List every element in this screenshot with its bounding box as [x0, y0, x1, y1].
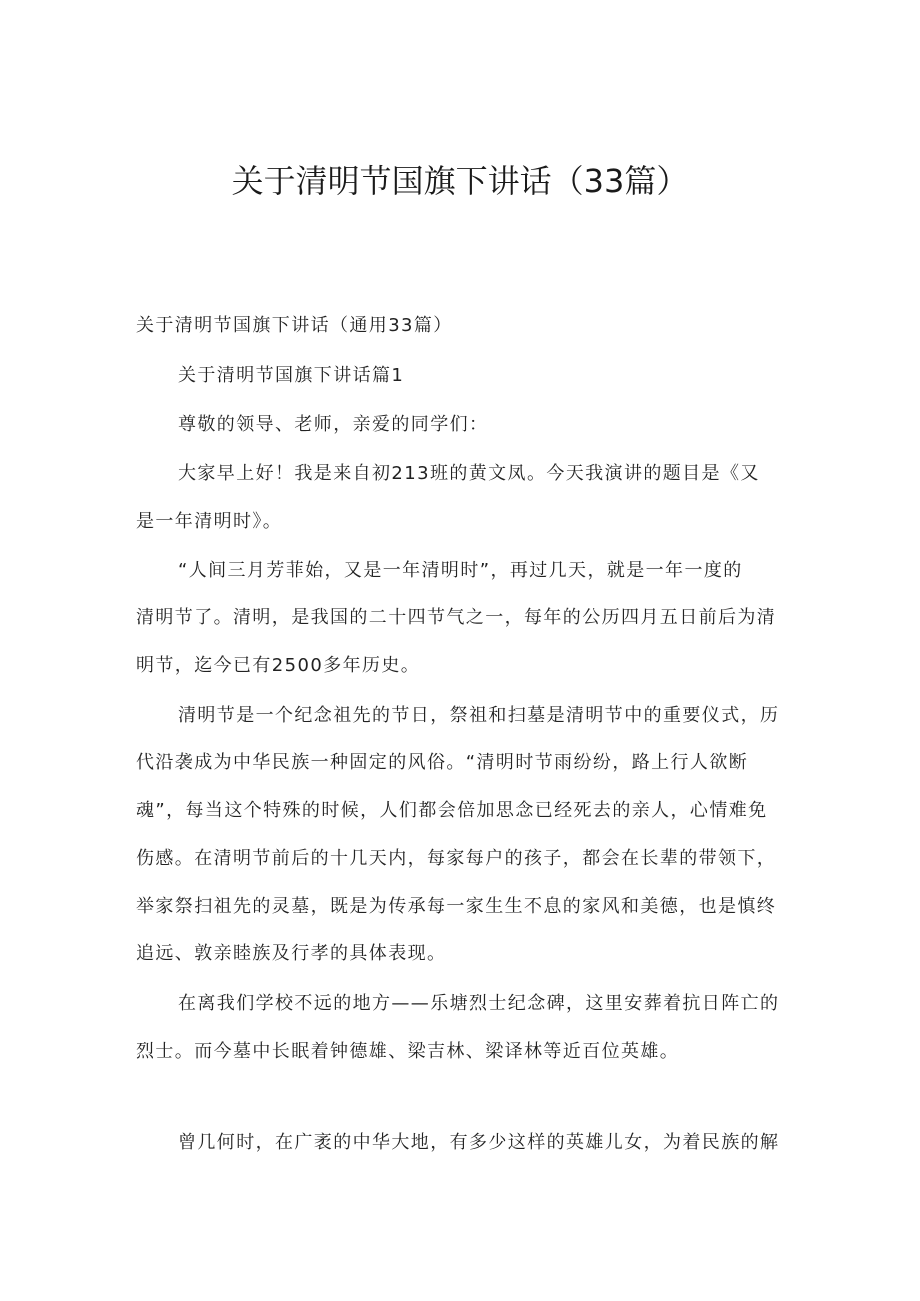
- paragraph-line: 伤感。在清明节前后的十几天内，每家每户的孩子，都会在长辈的带领下，: [136, 848, 777, 869]
- paragraph-line: 是一年清明时》。: [136, 511, 283, 532]
- paragraph-line: “人间三月芳菲始，又是一年清明时”，再过几天，就是一年一度的: [178, 560, 743, 581]
- document-title: 关于清明节国旗下讲话（33篇）: [231, 162, 689, 200]
- section-heading: 关于清明节国旗下讲话篇1: [178, 365, 405, 386]
- paragraph-line: 举家祭扫祖先的灵墓，既是为传承每一家生生不息的家风和美德，也是慎终: [136, 896, 777, 917]
- paragraph-line: 追远、敦亲睦族及行孝的具体表现。: [136, 943, 447, 964]
- paragraph-line: 魂”，每当这个特殊的时候，人们都会倍加思念已经死去的亲人，心情难免: [136, 800, 768, 821]
- paragraph-line: 烈士。而今墓中长眠着钟德雄、梁吉林、梁译林等近百位英雄。: [136, 1041, 680, 1062]
- document-subtitle: 关于清明节国旗下讲话（通用33篇）: [136, 315, 453, 336]
- paragraph-line: 代沿袭成为中华民族一种固定的风俗。“清明时节雨纷纷，路上行人欲断: [136, 752, 749, 773]
- paragraph-line: 大家早上好！我是来自初213班的黄文凤。今天我演讲的题目是《又: [178, 463, 760, 484]
- paragraph-line: 在离我们学校不远的地方——乐塘烈士纪念碑，这里安葬着抗日阵亡的: [178, 993, 780, 1014]
- paragraph-line: 清明节是一个纪念祖先的节日，祭祖和扫墓是清明节中的重要仪式，历: [178, 705, 780, 726]
- paragraph-line: 尊敬的领导、老师，亲爱的同学们：: [178, 414, 489, 435]
- paragraph-line: 明节，迄今已有2500多年历史。: [136, 655, 421, 676]
- paragraph-line: 曾几何时，在广袤的中华大地，有多少这样的英雄儿女，为着民族的解: [178, 1132, 780, 1153]
- paragraph-line: 清明节了。清明，是我国的二十四节气之一，每年的公历四月五日前后为清: [136, 607, 777, 628]
